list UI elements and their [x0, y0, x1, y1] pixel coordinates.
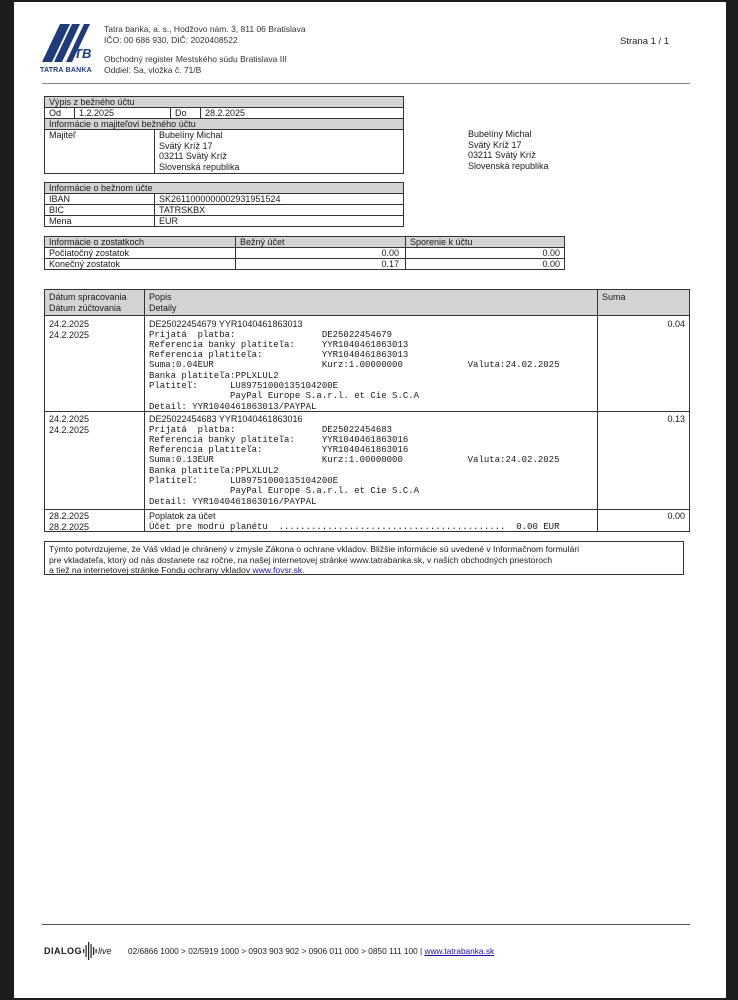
- account-grid: [44, 194, 404, 227]
- logo-bank-name: TATRA BANKA: [40, 67, 92, 74]
- transaction-row: [45, 411, 689, 509]
- dialog-logo: [44, 941, 112, 961]
- balance-row: [45, 248, 564, 259]
- transaction-amount: 0.13: [667, 414, 685, 424]
- balances-header-savings: Sporenie k účtu: [410, 237, 473, 247]
- notice-line: pre vkladateľa, ktorý od nás dostanete raz ročne, na našej internetovej stránke www.tatrabanka.sk, v našich obchodných priestoroch: [49, 554, 553, 565]
- footer-contacts: [128, 946, 494, 956]
- detail-line: Detail: YYR1040461863016/PAYPAL: [149, 496, 317, 507]
- detail-line: Platiteľ: LU89751000135104200E: [149, 475, 339, 486]
- transaction-dates: [49, 414, 89, 435]
- bank-register-line1: Obchodný register Mestského súdu Bratislava III: [104, 54, 287, 64]
- deposit-protection-notice: [44, 541, 684, 575]
- owner-section-title: Informácie o majiteľovi bežného účtu: [44, 119, 404, 130]
- statement-period-box: [44, 96, 404, 174]
- transaction-title: DE25022454683 YYR1040461863016: [149, 414, 303, 424]
- notice-line: [49, 565, 679, 575]
- currency-value: EUR: [159, 216, 179, 226]
- owner-line: 03211 Svätý Kríž: [159, 151, 227, 161]
- address-line: Slovenská republika: [468, 160, 549, 171]
- header-settlement-date: Dátum zúčtovania: [49, 302, 122, 313]
- logo-tb-text: TB: [74, 46, 92, 61]
- to-label: Do: [171, 108, 201, 118]
- currency-label: Mena: [45, 216, 155, 226]
- header-details: Detaily: [149, 302, 177, 313]
- settlement-date: 24.2.2025: [49, 329, 90, 340]
- footer-divider: [42, 924, 690, 925]
- transaction-row: [45, 316, 689, 411]
- detail-line: Detail: YYR1040461863013/PAYPAL: [149, 401, 317, 412]
- tatra-banka-logo: [40, 22, 96, 74]
- bic-label: BIC: [45, 205, 155, 215]
- owner-line: Bubelíny Michal: [159, 130, 223, 140]
- balance-current: 0.17: [236, 259, 406, 269]
- detail-line: Prijatá platba: DE25022454683: [149, 424, 393, 435]
- detail-line: PayPal Europe S.a.r.l. et Cie S.C.A: [149, 391, 420, 402]
- detail-line: Referencia platiteľa: YYR1040461863016: [149, 445, 409, 456]
- detail-line: PayPal Europe S.a.r.l. et Cie S.C.A: [149, 486, 420, 497]
- balance-label: Konečný zostatok: [45, 259, 236, 269]
- detail-line: Referencia banky platiteľa: YYR1040461863013: [149, 339, 409, 350]
- transaction-description: [149, 319, 559, 412]
- settlement-date: 24.2.2025: [49, 424, 90, 435]
- detail-line: Banka platiteľa:PPLXLUL2: [149, 370, 279, 381]
- transaction-dates: [49, 511, 89, 532]
- transactions-table: [44, 289, 690, 532]
- tatra-banka-logo-icon: [40, 22, 96, 62]
- balance-savings: 0.00: [542, 259, 560, 269]
- balances-header-label: Informácie o zostatkoch: [45, 237, 236, 247]
- iban-label: IBAN: [45, 194, 155, 204]
- detail-line: Suma:0.04EUR Kurz:1.00000000 Valuta:24.02.2025: [149, 360, 560, 371]
- balance-label: Počiatočný zostatok: [45, 248, 236, 258]
- header-processing-date: Dátum spracovania: [49, 292, 127, 302]
- account-info-title: Informácie o bežnom účte: [44, 182, 404, 194]
- processing-date: 28.2.2025: [49, 511, 90, 521]
- bank-address: [104, 24, 306, 75]
- mailing-address: [468, 129, 549, 171]
- owner-grid: [44, 130, 404, 174]
- balance-row: [45, 259, 564, 269]
- soundwave-icon: [83, 941, 97, 961]
- detail-line: Suma:0.13EUR Kurz:1.00000000 Valuta:24.02.2025: [149, 455, 560, 466]
- transaction-description: [149, 414, 559, 507]
- bank-address-line1: Tatra banka, a. s., Hodžovo nám. 3, 811 06 Bratislava: [104, 24, 306, 34]
- transaction-amount: 0.00: [667, 511, 685, 521]
- transaction-dates: [49, 319, 89, 340]
- account-info-box: [44, 182, 404, 227]
- detail-line: Platiteľ: LU89751000135104200E: [149, 380, 339, 391]
- owner-label: Majiteľ: [45, 130, 155, 173]
- detail-line: Banka platiteľa:PPLXLUL2: [149, 465, 279, 476]
- notice-text-end: .: [302, 565, 305, 575]
- notice-line: Týmto potvrdzujeme, že Váš vklad je chránený v zmysle Zákona o ochrane vkladov. Bližšie informácie sú uvedené v Informačnom formulári: [49, 544, 580, 554]
- iban-value: SK2611000000002931951524: [159, 194, 281, 204]
- period-grid: [44, 108, 404, 119]
- processing-date: 24.2.2025: [49, 414, 90, 424]
- dialog-logo-text: DIALOG: [44, 946, 82, 956]
- header-date: [49, 292, 127, 313]
- transaction-row: [45, 509, 689, 531]
- transactions-header: [45, 290, 689, 316]
- page-number: Strana 1 / 1: [620, 36, 670, 47]
- transaction-description: [149, 511, 559, 532]
- address-line: Bubelíny Michal: [468, 129, 532, 139]
- processing-date: 24.2.2025: [49, 319, 90, 329]
- transaction-title: DE25022454679 YYR1040461863013: [149, 319, 303, 329]
- tatrabanka-link[interactable]: www.tatrabanka.sk: [424, 946, 495, 956]
- statement-title: Výpis z bežného účtu: [44, 96, 404, 108]
- owner-details: [155, 130, 403, 173]
- owner-line: Svätý Kríž 17: [159, 140, 213, 151]
- detail-line: Referencia banky platiteľa: YYR1040461863016: [149, 434, 409, 445]
- balances-header-current: Bežný účet: [236, 237, 406, 247]
- header-divider: [42, 83, 690, 84]
- header-amount: Suma: [602, 292, 626, 302]
- balances-grid: [44, 236, 565, 270]
- notice-text: a tiež na internetovej stránke Fondu ochrany vkladov: [49, 565, 253, 575]
- from-value: 1.2.2025: [75, 108, 171, 118]
- detail-line: Účet pre modrú planétu .......................................... 0.00 EUR: [149, 521, 560, 532]
- bank-address-line2: IČO: 00 686 930, DIČ: 2020408522: [104, 34, 238, 45]
- transaction-title: Poplatok za účet: [149, 511, 216, 521]
- bic-value: TATRSKBX: [159, 205, 206, 215]
- footer-phone-numbers: 02/6866 1000 > 02/5919 1000 > 0903 903 902 > 0906 011 000 > 0850 111 100 |: [128, 946, 425, 956]
- fovsr-link[interactable]: www.fovsr.sk: [252, 565, 303, 575]
- bank-register-line2: Oddiel: Sa, vložka č. 71/B: [104, 64, 202, 75]
- address-line: 03211 Svätý Kríž: [468, 150, 536, 160]
- header-desc: [149, 292, 177, 313]
- detail-line: Prijatá platba: DE25022454679: [149, 329, 393, 340]
- balance-savings: 0.00: [542, 248, 560, 258]
- balance-current: 0.00: [236, 248, 406, 258]
- dialog-logo-suffix: live: [98, 946, 112, 956]
- statement-page: [14, 2, 726, 998]
- owner-line: Slovenská republika: [159, 161, 240, 172]
- settlement-date: 28.2.2025: [49, 521, 90, 532]
- balances-box: [44, 236, 565, 270]
- header-description: Popis: [149, 292, 172, 302]
- to-value: 28.2.2025: [205, 108, 246, 118]
- from-label: Od: [45, 108, 75, 118]
- transaction-amount: 0.04: [667, 319, 685, 329]
- detail-line: Referencia platiteľa: YYR1040461863013: [149, 350, 409, 361]
- address-line: Svätý Kríž 17: [468, 139, 522, 150]
